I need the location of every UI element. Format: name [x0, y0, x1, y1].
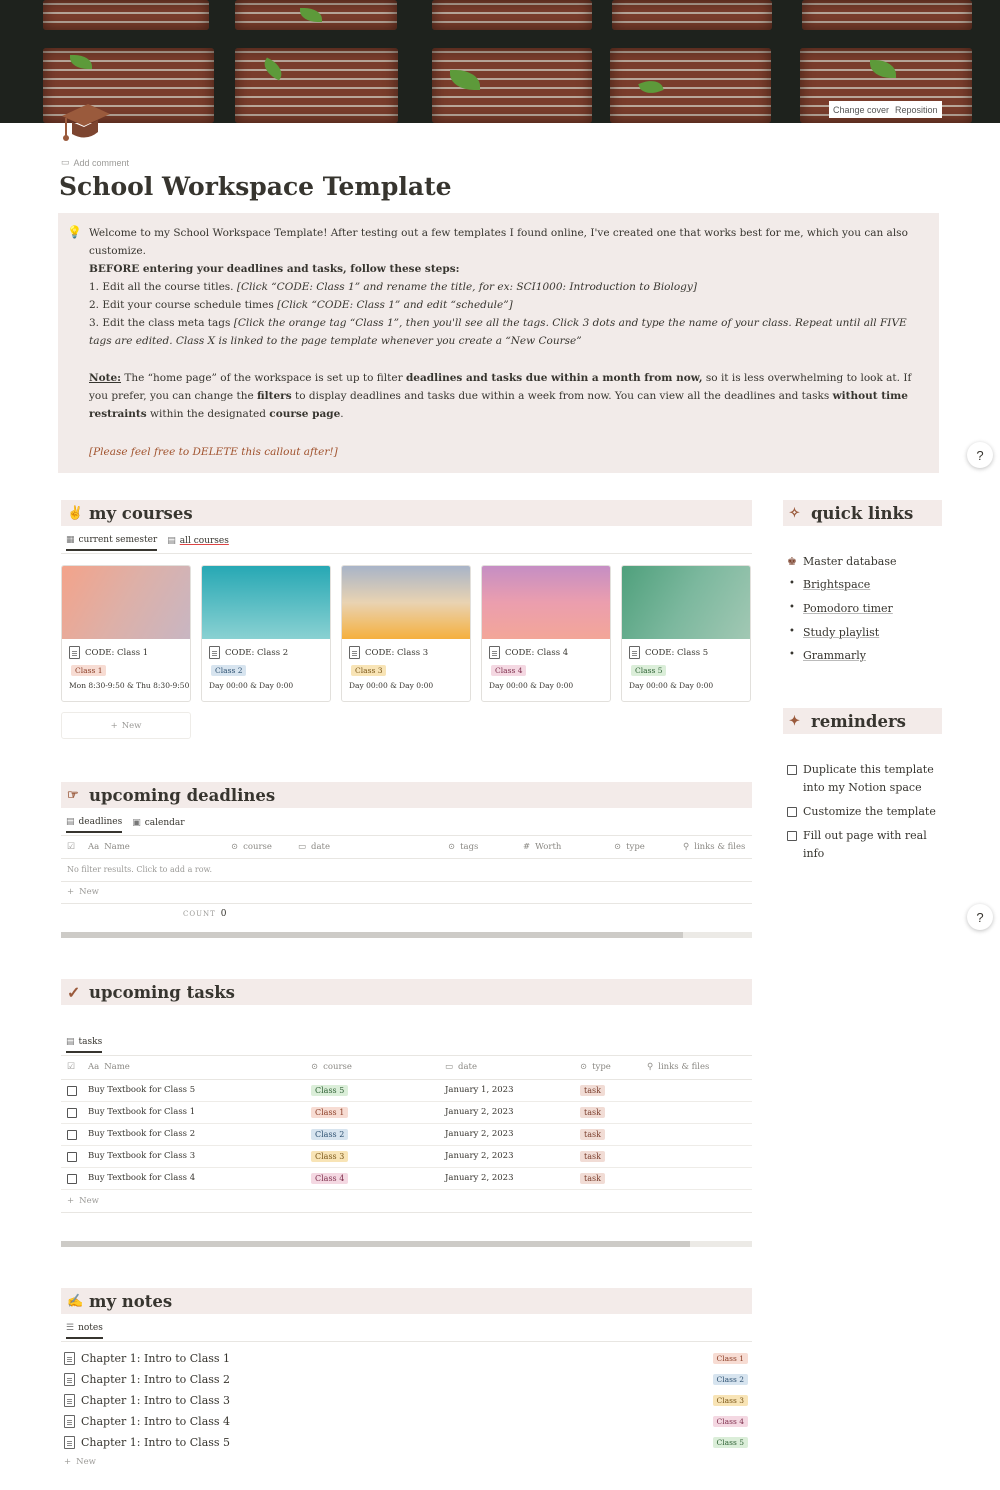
callout-note	[89, 369, 929, 423]
page-icon	[64, 1373, 75, 1386]
course-tag: Class 3	[351, 665, 386, 676]
date-icon: ▭	[445, 1062, 454, 1072]
scrollbar-thumb[interactable]	[61, 932, 683, 938]
link-study-playlist[interactable]: Study playlist	[803, 626, 880, 639]
help-button[interactable]: ?	[967, 442, 993, 468]
task-name: Buy Textbook for Class 3	[88, 1151, 196, 1161]
task-name: Buy Textbook for Class 1	[88, 1107, 196, 1117]
note-tag: Class 2	[713, 1374, 748, 1385]
new-deadline-label: New	[79, 887, 99, 897]
list-icon: ☰	[66, 1323, 75, 1333]
note-bold1: deadlines and tasks due within a month from now,	[405, 372, 703, 384]
course-card[interactable]	[341, 565, 471, 702]
column-date	[298, 842, 330, 852]
tab-notes-label: notes	[78, 1323, 103, 1333]
page-icon	[209, 646, 220, 659]
task-date: January 1, 2023	[445, 1085, 514, 1095]
task-checkbox[interactable]	[67, 1152, 77, 1162]
page-icon	[64, 1436, 75, 1449]
tasks-scrollbar[interactable]	[61, 1241, 752, 1247]
task-course-tag: Class 4	[311, 1173, 348, 1184]
tab-deadlines[interactable]	[66, 813, 122, 833]
new-task-label: New	[79, 1196, 99, 1206]
task-name: Buy Textbook for Class 5	[88, 1085, 196, 1095]
link-icon: ⚲	[647, 1062, 654, 1072]
tasks-title: upcoming tasks	[89, 982, 235, 1002]
column-label: tags	[460, 842, 479, 852]
palette-icon: ✌	[67, 505, 84, 521]
note-tag: Class 1	[713, 1353, 748, 1364]
page-icon	[64, 1352, 75, 1365]
note-tag: Class 3	[713, 1395, 748, 1406]
course-schedule: Mon 8:30-9:50 & Thu 8:30-9:50	[69, 681, 190, 690]
course-cover-image	[202, 566, 330, 639]
deadlines-title: upcoming deadlines	[89, 785, 276, 805]
deadlines-view-tabs	[66, 813, 185, 833]
writing-hand-icon: ✍	[67, 1293, 84, 1309]
list-item[interactable]	[64, 1390, 752, 1410]
tab-all-label: all courses	[179, 536, 229, 546]
text-type-icon: Aa	[88, 842, 100, 852]
table-row[interactable]	[61, 1102, 752, 1124]
change-cover-button[interactable]: Change cover	[829, 101, 893, 118]
empty-state-message[interactable]: No filter results. Click to add a row.	[67, 865, 212, 874]
task-checkbox[interactable]	[67, 1130, 77, 1140]
tab-current-semester[interactable]	[66, 531, 157, 551]
tab-tasks-label: tasks	[78, 1037, 103, 1047]
notes-view-tabs	[66, 1319, 103, 1339]
checkbox-column-icon: ☑	[67, 842, 76, 852]
step2-text: 2. Edit your course schedule times	[89, 299, 274, 311]
column-name	[88, 1062, 130, 1072]
note-bold2: filters	[257, 390, 292, 402]
plus-icon: +	[67, 887, 75, 897]
page-icon	[69, 646, 80, 659]
step2-hint: [Click “CODE: Class 1” and edit “schedule”]	[277, 299, 513, 311]
page-icon	[64, 1415, 75, 1428]
note-part2: so it is less overwhelming to look at. If you prefer, you can change the	[89, 372, 912, 402]
quick-links-title: quick links	[811, 503, 914, 523]
callout-step2	[89, 296, 929, 314]
tab-notes[interactable]	[66, 1319, 103, 1339]
task-type-tag: task	[580, 1107, 605, 1118]
courses-view-tabs	[66, 531, 229, 551]
note-bold3: without time restraints	[89, 390, 908, 420]
quick-links-heading	[783, 500, 942, 526]
comment-icon: ▭	[61, 157, 70, 167]
note-title: Chapter 1: Intro to Class 1	[81, 1351, 231, 1365]
callout-before-heading: BEFORE entering your deadlines and tasks, follow these steps:	[89, 263, 460, 275]
bullet-icon: •	[789, 578, 795, 589]
tab-all-courses[interactable]	[167, 531, 229, 551]
column-type	[614, 842, 645, 852]
count-summary[interactable]	[183, 909, 228, 919]
number-icon: #	[523, 842, 531, 852]
column-label: course	[323, 1062, 352, 1072]
task-name: Buy Textbook for Class 4	[88, 1173, 196, 1183]
task-course-tag: Class 1	[311, 1107, 348, 1118]
new-note-button[interactable]	[64, 1457, 96, 1467]
add-comment-button[interactable]	[61, 157, 129, 168]
note-part5: .	[340, 408, 344, 420]
step1-hint: [Click “CODE: Class 1” and rename the title, for ex: SCI1000: Introduction to Biology]	[236, 281, 697, 293]
course-tag: Class 4	[491, 665, 526, 676]
column-label: Name	[104, 842, 130, 852]
column-label: date	[458, 1062, 477, 1072]
reminder-text: Fill out page with real info	[803, 829, 927, 860]
callout-intro: Welcome to my School Workspace Template! After testing out a few templates I found online, I've created one that works best for me, which you can also customize.	[89, 227, 908, 257]
link-pomodoro-timer[interactable]: Pomodoro timer	[803, 602, 893, 615]
course-schedule: Day 00:00 & Day 0:00	[349, 681, 434, 690]
note-tag: Class 5	[713, 1437, 748, 1448]
count-label: COUNT	[183, 910, 216, 918]
calendar-icon: ▣	[132, 818, 141, 828]
column-date	[445, 1062, 477, 1072]
page-title[interactable]: School Workspace Template	[59, 172, 452, 201]
page-icon	[629, 646, 640, 659]
task-checkbox[interactable]	[67, 1174, 77, 1184]
plus-icon: +	[67, 1196, 75, 1206]
tasks-view-tabs	[66, 1033, 102, 1053]
course-cover-image	[62, 566, 190, 639]
gallery-icon: ▦	[66, 535, 75, 545]
step1-text: 1. Edit all the course titles.	[89, 281, 234, 293]
callout-delete-hint: [Please feel free to DELETE this callout after!]	[89, 446, 338, 458]
note-tag: Class 4	[713, 1416, 748, 1427]
task-course-tag: Class 5	[311, 1085, 348, 1096]
upcoming-tasks-heading	[61, 979, 752, 1005]
plus-icon: +	[110, 720, 118, 731]
column-type	[580, 1062, 611, 1072]
my-notes-heading	[61, 1288, 752, 1314]
task-type-tag: task	[580, 1151, 605, 1162]
note-part4: within the designated	[150, 408, 266, 420]
column-label: course	[243, 842, 272, 852]
column-worth	[523, 842, 561, 852]
course-cover-image	[482, 566, 610, 639]
table-icon: ▤	[66, 817, 75, 827]
tab-calendar-label: calendar	[144, 818, 185, 828]
count-value: 0	[220, 909, 228, 919]
list-item[interactable]	[64, 1411, 752, 1431]
reminder-text: Duplicate this template into my Notion space	[803, 763, 934, 794]
reminder-text: Customize the template	[803, 805, 936, 818]
lightbulb-icon: 💡	[67, 225, 82, 239]
my-courses-heading	[61, 500, 752, 526]
course-schedule: Day 00:00 & Day 0:00	[489, 681, 574, 690]
task-date: January 2, 2023	[445, 1129, 514, 1139]
table-icon: ▤	[167, 536, 176, 546]
new-note-label: New	[76, 1457, 96, 1467]
reminders-title: reminders	[811, 711, 906, 731]
step3-hint: [Click the orange tag “Class 1”, then you'll see all the tags. Click 3 dots and type the name of your class. Repeat until all FIVE tags are edited. Class X is linked to the page template whenever you create a “New Course”	[89, 317, 907, 347]
course-tag: Class 1	[71, 665, 106, 676]
tab-current-label: current semester	[78, 535, 158, 545]
course-card[interactable]	[481, 565, 611, 702]
task-type-tag: task	[580, 1085, 605, 1096]
column-label: date	[311, 842, 330, 852]
table-icon: ▤	[66, 1037, 75, 1047]
link-master-database[interactable]: Master database	[803, 555, 897, 568]
deadlines-scrollbar[interactable]	[61, 932, 752, 938]
upcoming-deadlines-heading	[61, 782, 752, 808]
task-course-tag: Class 3	[311, 1151, 348, 1162]
chess-king-icon: ♚	[787, 555, 797, 568]
reminder-item	[787, 827, 947, 863]
task-checkbox[interactable]	[67, 1108, 77, 1118]
page-icon	[64, 1394, 75, 1407]
graduation-cap-icon[interactable]	[60, 100, 112, 146]
course-title: CODE: Class 1	[85, 647, 149, 658]
reminder-checkbox[interactable]	[787, 807, 797, 817]
reminder-checkbox[interactable]	[787, 765, 797, 775]
reminder-item	[787, 761, 947, 797]
column-label: type	[626, 842, 645, 852]
page-icon	[489, 646, 500, 659]
new-course-button[interactable]	[61, 712, 191, 739]
bullet-icon: •	[789, 626, 795, 637]
link-icon: ⚲	[683, 842, 690, 852]
course-schedule: Day 00:00 & Day 0:00	[629, 681, 714, 690]
column-tags	[448, 842, 478, 852]
step3-text: 3. Edit the class meta tags	[89, 317, 231, 329]
column-label: type	[592, 1062, 611, 1072]
date-icon: ▭	[298, 842, 307, 852]
pointing-hand-icon: ☞	[67, 787, 79, 803]
course-title: CODE: Class 2	[225, 647, 289, 658]
course-tag: Class 2	[211, 665, 246, 676]
note-title: Chapter 1: Intro to Class 3	[81, 1393, 231, 1407]
reminder-item	[787, 803, 947, 821]
column-label: links & files	[658, 1062, 710, 1072]
column-label: links & files	[694, 842, 746, 852]
help-button-2[interactable]: ?	[967, 904, 993, 930]
note-title: Chapter 1: Intro to Class 2	[81, 1372, 231, 1386]
note-part1: The “home page” of the workspace is set up to filter	[124, 372, 403, 384]
column-links-files	[683, 842, 745, 852]
bullet-icon: •	[789, 649, 795, 660]
column-course	[311, 1062, 352, 1072]
task-course-tag: Class 2	[311, 1129, 348, 1140]
course-title: CODE: Class 5	[645, 647, 709, 658]
welcome-callout	[58, 213, 939, 473]
note-part3: to display deadlines and tasks due within a week from now. You can view all the deadlines and tasks	[294, 390, 830, 402]
select-icon: ⊙	[614, 842, 622, 852]
plus-icon: +	[64, 1457, 72, 1467]
note-label: Note:	[89, 372, 122, 384]
star-icon: ✦	[789, 713, 800, 729]
page-cover	[0, 0, 1000, 123]
tab-tasks[interactable]	[66, 1033, 102, 1053]
list-item[interactable]	[64, 1348, 752, 1368]
link-brightspace[interactable]: Brightspace	[803, 578, 871, 591]
scrollbar-thumb[interactable]	[61, 1241, 690, 1247]
checkbox-column-icon: ☑	[67, 1062, 76, 1072]
new-task-button[interactable]	[67, 1196, 99, 1206]
add-comment-label: Add comment	[73, 157, 130, 168]
text-type-icon: Aa	[88, 1062, 100, 1072]
new-course-label: New	[121, 720, 142, 731]
task-type-tag: task	[580, 1173, 605, 1184]
course-title: CODE: Class 4	[505, 647, 569, 658]
page-icon	[349, 646, 360, 659]
relation-icon: ⊙	[311, 1062, 319, 1072]
notes-title: my notes	[89, 1291, 173, 1311]
task-name: Buy Textbook for Class 2	[88, 1129, 196, 1139]
link-grammarly[interactable]: Grammarly	[803, 649, 867, 662]
table-row[interactable]	[61, 1146, 752, 1168]
tab-deadlines-label: deadlines	[78, 817, 123, 827]
column-name	[88, 842, 130, 852]
column-course	[231, 842, 272, 852]
select-icon: ⊙	[580, 1062, 588, 1072]
note-bold4: course page	[269, 408, 341, 420]
course-cover-image	[342, 566, 470, 639]
course-card[interactable]	[201, 565, 331, 702]
column-label: Name	[104, 1062, 130, 1072]
note-title: Chapter 1: Intro to Class 5	[81, 1435, 231, 1449]
course-schedule: Day 00:00 & Day 0:00	[209, 681, 294, 690]
checkmark-icon: ✓	[67, 982, 81, 1002]
column-label: Worth	[535, 842, 562, 852]
reminder-checkbox[interactable]	[787, 831, 797, 841]
task-type-tag: task	[580, 1129, 605, 1140]
select-icon: ⊙	[448, 842, 456, 852]
course-title: CODE: Class 3	[365, 647, 429, 658]
reminders-heading	[783, 708, 942, 734]
relation-icon: ⊙	[231, 842, 239, 852]
tab-calendar[interactable]	[132, 813, 184, 833]
table-row[interactable]	[61, 1168, 752, 1190]
list-item[interactable]	[64, 1369, 752, 1389]
note-title: Chapter 1: Intro to Class 4	[81, 1414, 231, 1428]
course-card[interactable]	[621, 565, 751, 702]
task-date: January 2, 2023	[445, 1107, 514, 1117]
table-row[interactable]	[61, 1080, 752, 1102]
course-tag: Class 5	[631, 665, 666, 676]
my-courses-title: my courses	[89, 503, 193, 523]
list-item[interactable]	[64, 1432, 752, 1452]
sparkle-icon: ✧	[789, 505, 800, 521]
table-row[interactable]	[61, 1124, 752, 1146]
new-deadline-button[interactable]	[67, 887, 99, 897]
task-checkbox[interactable]	[67, 1086, 77, 1096]
course-card[interactable]	[61, 565, 191, 702]
task-date: January 2, 2023	[445, 1151, 514, 1161]
callout-step3	[89, 314, 929, 350]
bullet-icon: •	[789, 602, 795, 613]
callout-step1	[89, 278, 929, 296]
task-date: January 2, 2023	[445, 1173, 514, 1183]
reposition-button[interactable]: Reposition	[891, 101, 942, 118]
column-links-files	[647, 1062, 709, 1072]
course-cover-image	[622, 566, 750, 639]
